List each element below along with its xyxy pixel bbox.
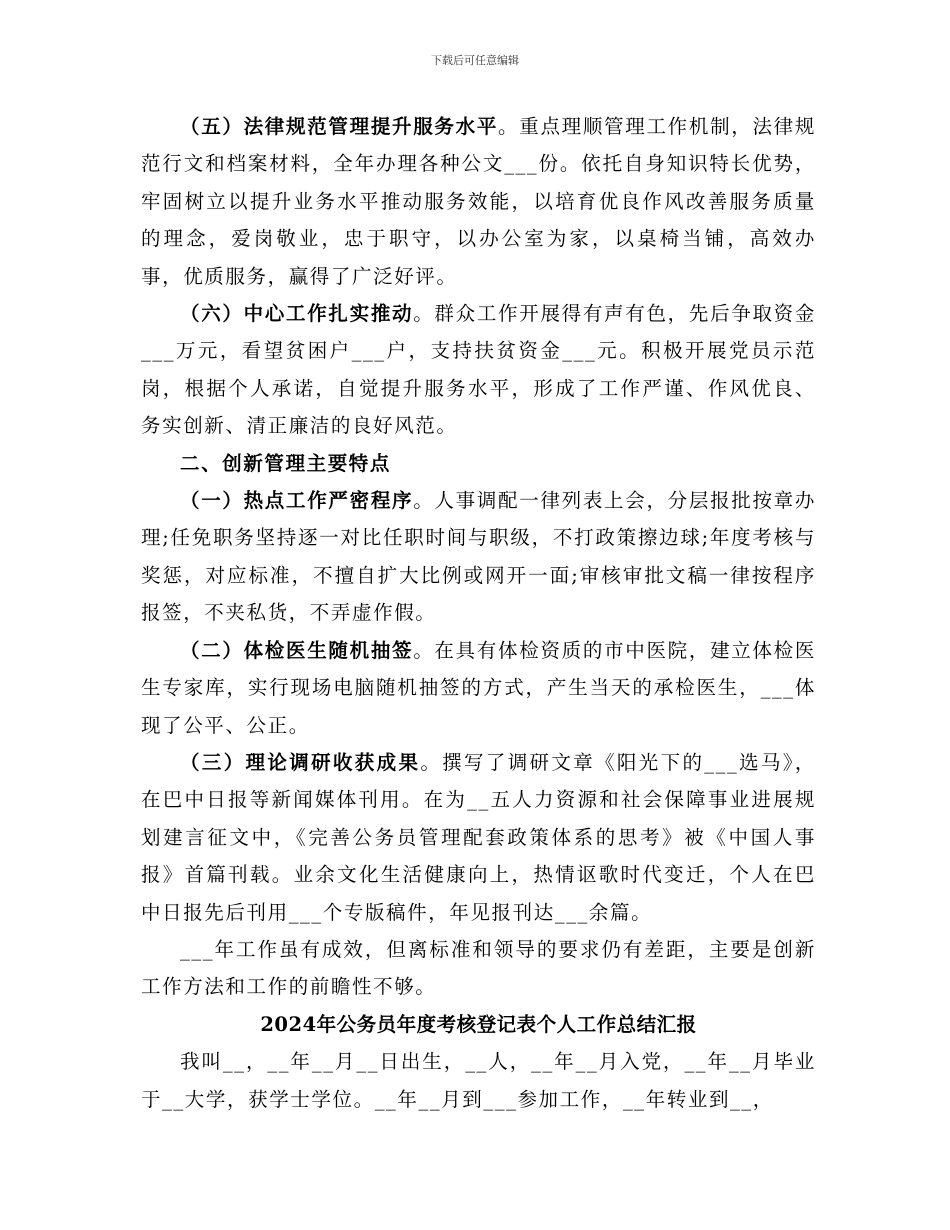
paragraph-intro [141, 1043, 816, 1118]
paragraph-text: 。撰写了调研文章《阳光下的___选马》，在巴中日报等新闻媒体刊用。在为__五人力资源和社会保障事业进展规划建言征文中，《完善公务员管理配套政策体系的思考》被《中国人事报》首篇刊载。业余文化生活健康向上，热情讴歌时代变迁，个人在巴中日报先后刊用___个专版稿件，年见报刊达___余篇。 [141, 750, 816, 924]
paragraph-lead: （二）体检医生随机抽签 [180, 638, 414, 662]
paragraph-text: 。人事调配一律列表上会，分层报批按章办理;任免职务坚持逐一对比任职时间与职级，不打政策擦边球;年度考核与奖惩，对应标准，不擅自扩大比例或网开一面;审核审批文稿一律按程序报签，不夹私货，不弄虚作假。 [141, 489, 816, 625]
paragraph-theory-research [141, 744, 816, 931]
paragraph-conclusion [141, 931, 816, 1006]
page-header: 下载后可任意编辑 [431, 54, 519, 67]
paragraph-text: 。在具有体检资质的市中医院，建立体检医生专家库，实行现场电脑随机抽签的方式，产生当天的承检医生，___体现了公平、公正。 [141, 638, 816, 737]
paragraph-lead: （五）法律规范管理提升服务水平 [180, 115, 499, 138]
paragraph-legal-management [141, 108, 816, 295]
paragraph-doctor-lottery [141, 632, 816, 744]
paragraph-text: ___年工作虽有成效，但离标准和领导的要求仍有差距，主要是创新工作方法和工作的前瞻性不够。 [141, 937, 816, 999]
paragraph-lead: （六）中心工作扎实推动 [180, 302, 414, 326]
paragraph-text: 我叫__，__年__月__日出生，__人，__年__月入党，__年__月毕业于__大学，获学士学位。__年__月到___参加工作，__年转业到__， [141, 1050, 816, 1111]
paragraph-lead: （三）理论调研收获成果 [180, 750, 421, 774]
paragraph-lead: （一）热点工作严密程序 [180, 489, 414, 513]
paragraph-text: 。群众工作开展得有声有色，先后争取资金___万元，看望贫困户___户，支持扶贫资金___元。积极开展党员示范岗，根据个人承诺，自觉提升服务水平，形成了工作严谨、作风优良、务实创新、清正廉洁的良好风范。 [141, 302, 816, 438]
document-title: 2024年公务员年度考核登记表个人工作总结汇报 [260, 1012, 697, 1036]
paragraph-hotspot-procedure [141, 482, 816, 632]
section-heading: 二、创新管理主要特点 [180, 451, 392, 475]
paragraph-text: 。重点理顺管理工作机制，法律规范行文和档案材料，全年办理各种公文___份。依托自身知识特长优势，牢固树立以提升业务水平推动服务效能，以培育优良作风改善服务质量的理念，爱岗敬业，忠于职守，以办公室为家，以桌椅当铺，高效办事，优质服务，赢得了广泛好评。 [141, 115, 816, 288]
document-body [141, 108, 816, 1118]
paragraph-central-work [141, 295, 816, 445]
